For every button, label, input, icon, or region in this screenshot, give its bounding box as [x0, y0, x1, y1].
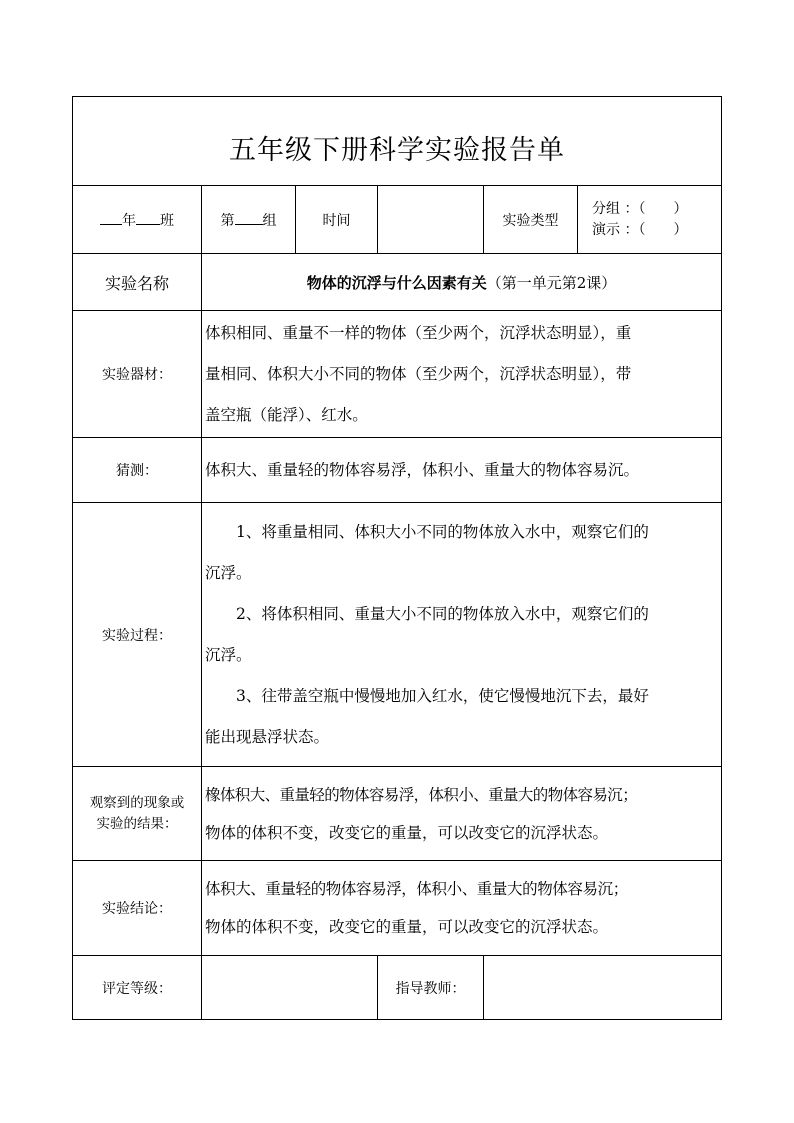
grade-value-cell[interactable]: [202, 956, 378, 1020]
type-label: 实验类型: [484, 186, 578, 254]
title-cell: [73, 97, 722, 186]
experiment-name-row: [73, 254, 722, 311]
type-option-demo: 演示 ：（ ）: [592, 221, 688, 238]
experiment-course: （第一单元第2课）: [486, 273, 617, 292]
experiment-name-cell: [202, 254, 722, 311]
year-blank: [100, 210, 122, 225]
guess-line: 体积大、重量轻的物体容易浮，体积小、重量大的物体容易沉。: [205, 460, 640, 479]
materials-label: 实验器材：: [73, 311, 202, 438]
report-table: [72, 96, 722, 1020]
page-title: 五年级下册科学实验报告单: [229, 134, 566, 166]
group-blank: [235, 210, 263, 225]
group-prefix: 第: [220, 212, 235, 229]
materials-row: [73, 311, 722, 438]
process-step-2: 2、将体积相同、重量大小不同的物体放入水中，观察它们的: [236, 604, 649, 623]
observation-text: [202, 767, 722, 861]
process-row: [73, 503, 722, 767]
experiment-name-label: 实验名称: [73, 254, 202, 311]
grade-label: 评定等级：: [73, 956, 202, 1020]
observation-row: [73, 767, 722, 861]
process-step-1: 1、将重量相同、体积大小不同的物体放入水中，观察它们的: [236, 522, 649, 541]
process-step-3: 3、往带盖空瓶中慢慢地加入红水，使它慢慢地沉下去，最好: [236, 686, 649, 705]
observation-label-line: 观察到的现象或: [89, 794, 185, 811]
materials-line: 体积相同、重量不一样的物体（至少两个，沉浮状态明显），重: [205, 323, 632, 342]
conclusion-text: [202, 861, 722, 956]
conclusion-line: 体积大、重量轻的物体容易浮，体积小、重量大的物体容易沉；: [205, 880, 628, 898]
process-step-1-cont: 沉浮。: [205, 563, 252, 582]
grading-row: [73, 956, 722, 1020]
teacher-value-cell[interactable]: [484, 956, 722, 1020]
conclusion-row: [73, 861, 722, 956]
type-option-group: 分组 ：（ ）: [592, 200, 688, 217]
conclusion-label: 实验结论：: [73, 861, 202, 956]
observation-label-line: 实验的结果：: [96, 815, 178, 832]
year-suffix: 年: [122, 212, 136, 229]
materials-text: [202, 311, 722, 438]
guess-text: [202, 438, 722, 503]
time-value-cell[interactable]: [378, 186, 484, 254]
report-sheet: [72, 96, 721, 1021]
process-step-2-cont: 沉浮。: [205, 645, 252, 664]
observation-line: 物体的体积不变，改变它的重量，可以改变它的沉浮状态。: [205, 823, 609, 842]
class-blank: [136, 210, 160, 225]
type-options-cell[interactable]: [578, 186, 722, 254]
group-cell[interactable]: [202, 186, 296, 254]
class-cell[interactable]: [73, 186, 202, 254]
group-suffix: 组: [262, 212, 277, 229]
materials-line: 盖空瓶（能浮）、红水。: [205, 405, 368, 424]
guess-label: 猜测：: [73, 438, 202, 503]
observation-line: 橡体积大、重量轻的物体容易浮，体积小、重量大的物体容易沉；: [205, 785, 638, 804]
title-row: [73, 97, 722, 186]
guess-row: [73, 438, 722, 503]
process-step-3-cont: 能出现悬浮状态。: [205, 727, 330, 746]
header-row: [73, 186, 722, 254]
process-label: 实验过程：: [73, 503, 202, 767]
experiment-name-value: 物体的沉浮与什么因素有关: [306, 273, 487, 292]
conclusion-line: 物体的体积不变，改变它的重量，可以改变它的沉浮状态。: [205, 918, 609, 936]
process-text: [202, 503, 722, 767]
time-label: 时间: [296, 186, 378, 254]
class-suffix: 班: [160, 212, 174, 229]
materials-line: 量相同、体积大小不同的物体（至少两个，沉浮状态明显），带: [205, 364, 632, 383]
teacher-label: 指导教师：: [378, 956, 484, 1020]
observation-label: [73, 767, 202, 861]
